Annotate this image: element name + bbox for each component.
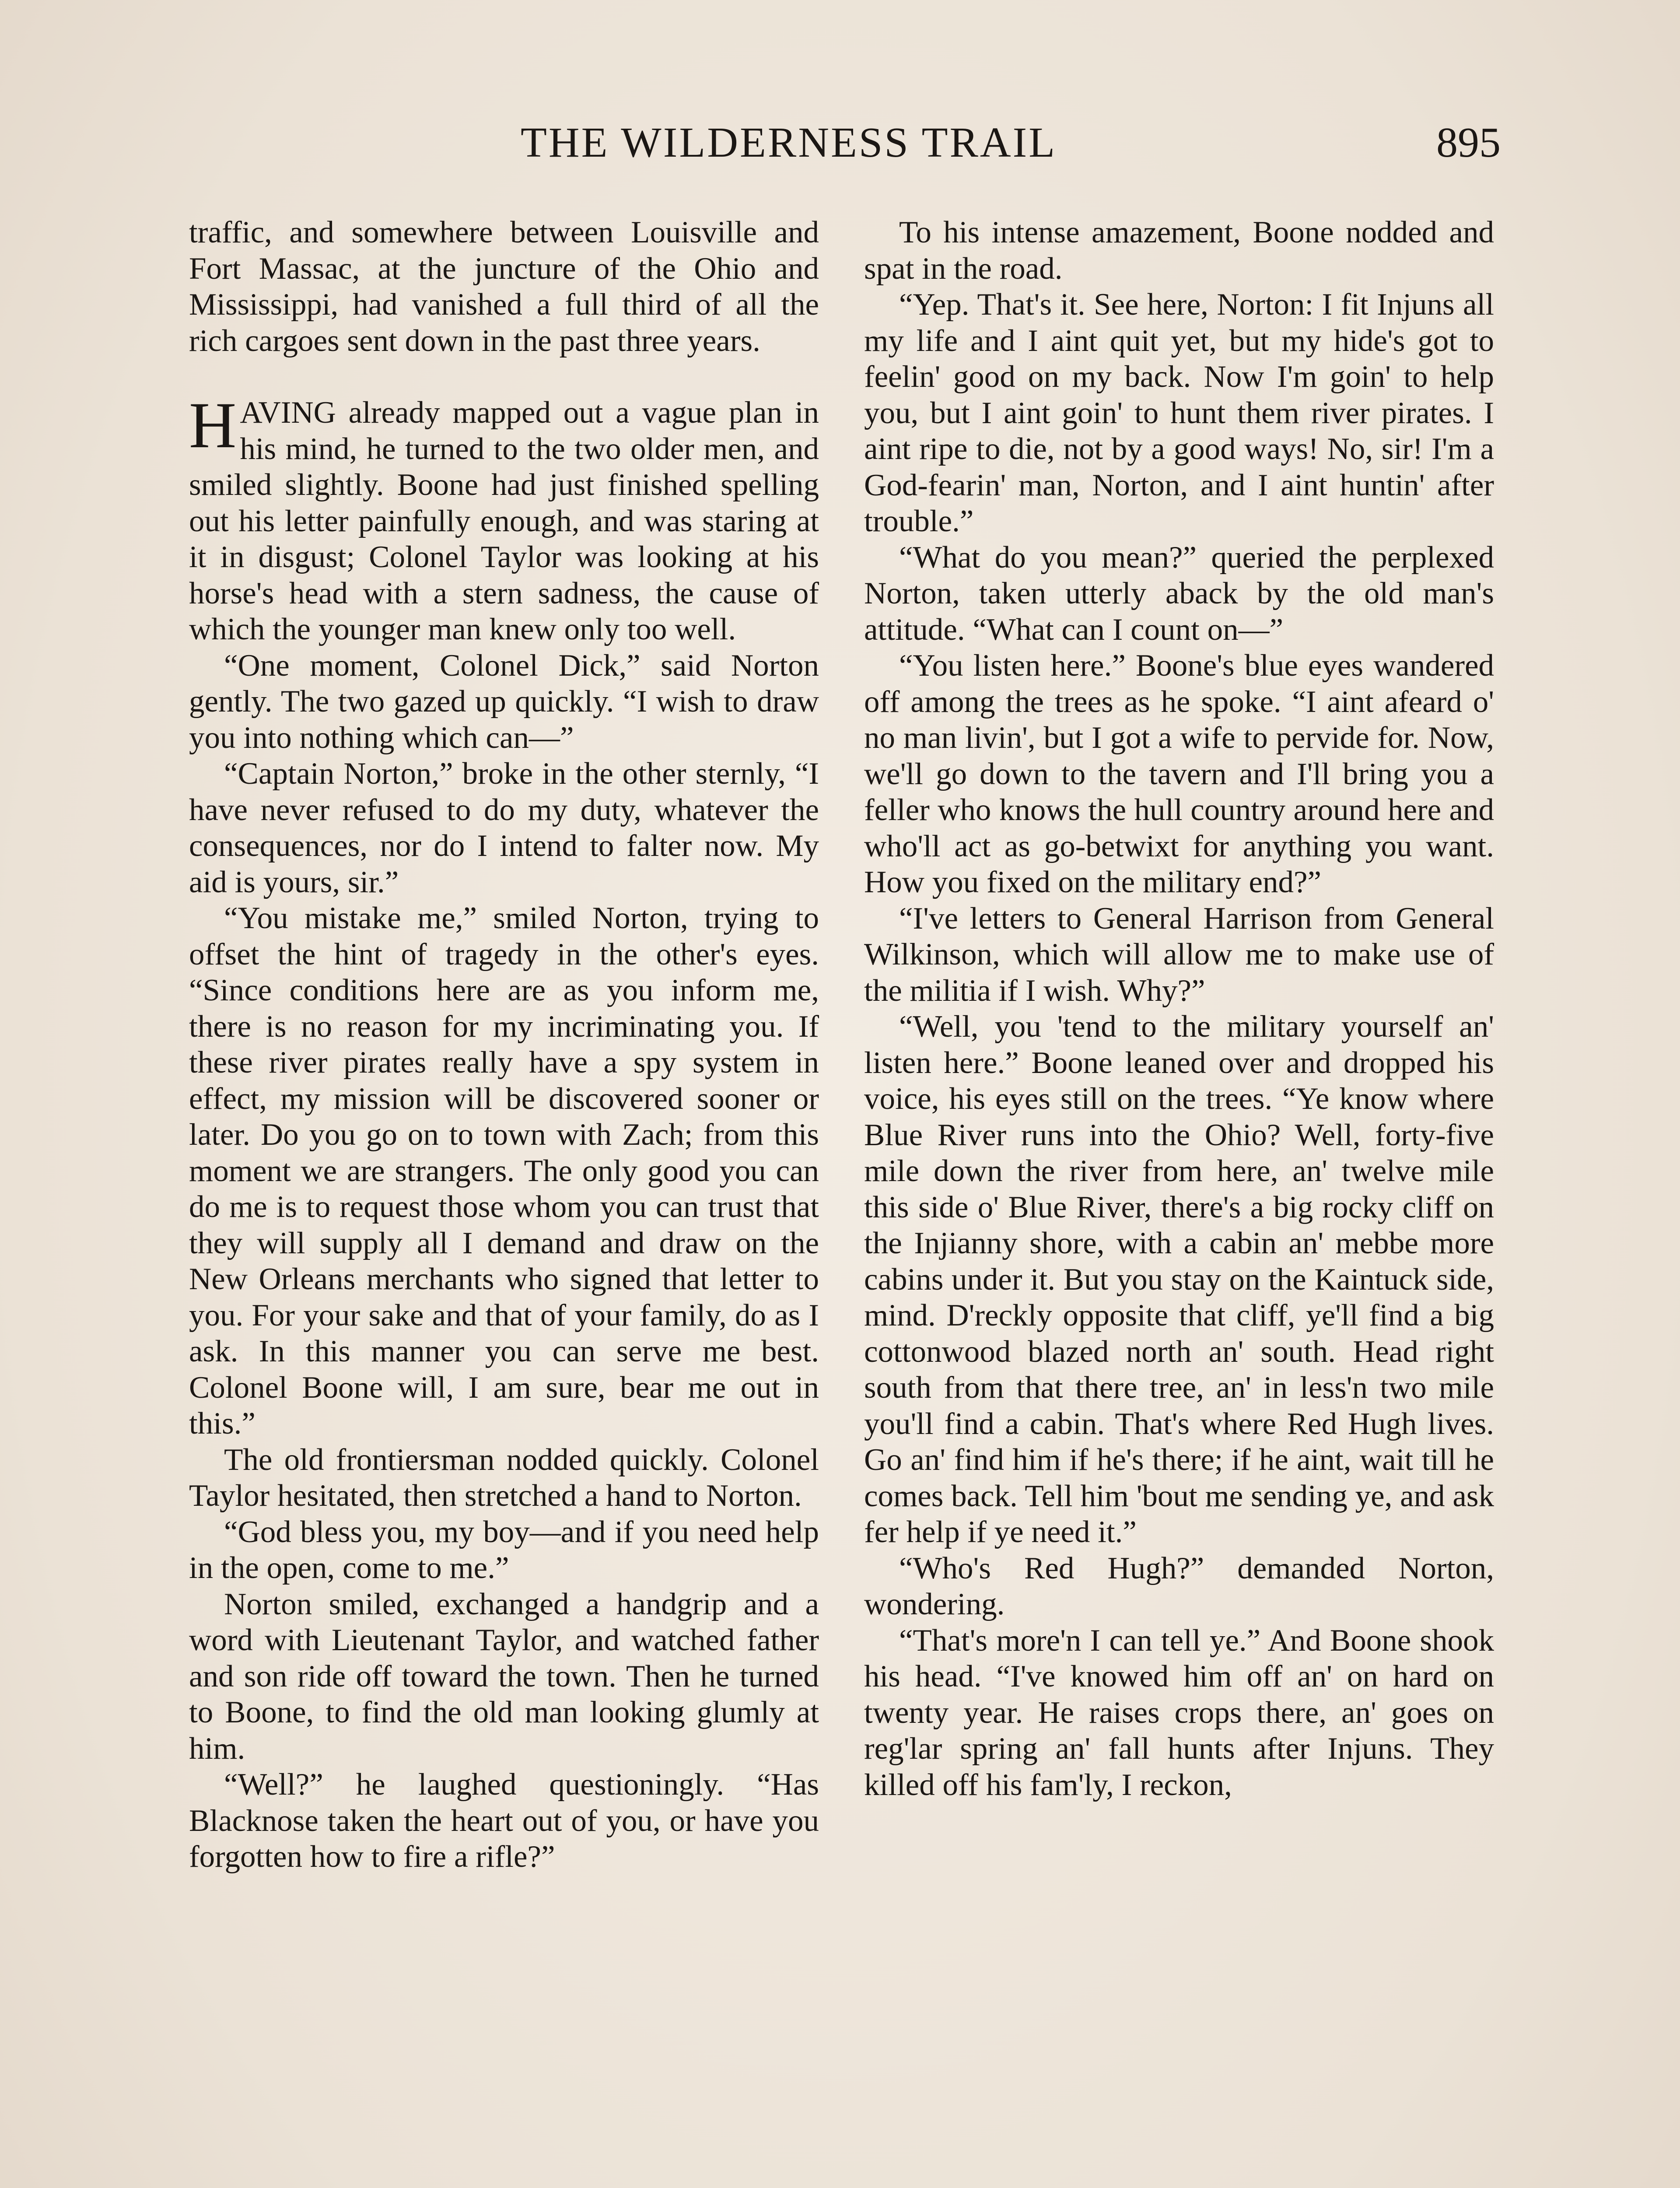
paragraph: “That's more'n I can tell ye.” And Boone shook his head. “I've knowed him off an' on hard on twenty year. He raises crops there, an' goes on reg'lar spring an' fall hunts after Injuns. They killed off his fam'ly, I reckon, bbox=[864, 1623, 1494, 1802]
paragraph: The old frontiersman nodded quickly. Colonel Taylor hesitated, then stretched a hand to Norton. bbox=[189, 1442, 819, 1513]
running-title: THE WILDERNESS TRAIL bbox=[521, 119, 1057, 166]
left-column bbox=[189, 214, 819, 1875]
drop-cap-paragraph bbox=[189, 389, 819, 648]
paragraph: To his intense amazement, Boone nodded and spat in the road. bbox=[864, 215, 1494, 286]
paragraph: traffic, and somewhere between Louisville and Fort Massac, at the juncture of the Ohio and Mississippi, had vanished a full third of all the rich cargoes sent down in the past three years. bbox=[189, 215, 819, 358]
paragraph: “I've letters to General Harrison from General Wilkinson, which will allow me to make use of the militia if I wish. Why?” bbox=[864, 901, 1494, 1008]
paragraph: “Who's Red Hugh?” demanded Norton, wondering. bbox=[864, 1551, 1494, 1621]
drop-cap: H bbox=[189, 389, 237, 462]
page-number: 895 bbox=[1436, 119, 1501, 166]
right-column bbox=[864, 214, 1494, 1803]
paragraph: “Captain Norton,” broke in the other sternly, “I have never refused to do my duty, whatever the consequences, nor do I intend to falter now. My aid is yours, sir.” bbox=[189, 757, 819, 899]
paragraph: “One moment, Colonel Dick,” said Norton gently. The two gazed up quickly. “I wish to draw you into nothing which can—” bbox=[189, 648, 819, 755]
paragraph: “You mistake me,” smiled Norton, trying to offset the hint of tragedy in the other's eyes. “Since conditions here are as you inform me, there is no reason for my incriminating you. If these river pirates really have a spy system in effect, my mission will be discovered sooner or later. Do you go on to town with Zach; from this moment we are strangers. The only good you can do me is to request those whom you can trust that they will supply all I demand and draw on the New Orleans merchants who signed that letter to you. For your sake and that of your family, do as I ask. In this manner you can serve me best. Colonel Boone will, I am sure, bear me out in this.” bbox=[189, 901, 819, 1441]
paragraph: “Well, you 'tend to the military yourself an' listen here.” Boone leaned over and dropped his voice, his eyes still on the trees. “Ye know where Blue River runs into the Ohio? Well, forty-five mile down the river from here, an' twelve mile this side o' Blue River, there's a big rocky cliff on the Injianny shore, with a cabin an' mebbe more cabins under it. But you stay on the Kaintuck side, mind. D'reckly opposite that cliff, ye'll find a big cottonwood blazed north an' south. Head right south from that there tree, an' in less'n two mile you'll find a cabin. That's where Red Hugh lives. Go an' find him if he's there; if he aint, wait till he comes back. Tell him 'bout me sending ye, and ask fer help if ye need it.” bbox=[864, 1010, 1494, 1549]
paragraph: Norton smiled, exchanged a handgrip and a word with Lieutenant Taylor, and watched father and son ride off toward the town. Then he turned to Boone, to find the old man looking glumly at him. bbox=[189, 1587, 819, 1766]
paragraph: “You listen here.” Boone's blue eyes wandered off among the trees as he spoke. “I aint afeard o' no man livin', but I got a wife to pervide for. Now, we'll go down to the tavern and I'll bring you a feller who knows the hull country around here and who'll act as go-betwixt for anything you want. How you fixed on the military end?” bbox=[864, 649, 1494, 899]
paragraph: “Well?” he laughed questioningly. “Has Blacknose taken the heart out of you, or have you forgotten how to fire a rifle?” bbox=[189, 1767, 819, 1874]
running-header bbox=[188, 118, 1501, 175]
paragraph: “What do you mean?” queried the perplexed Norton, taken utterly aback by the old man's attitude. “What can I count on—” bbox=[864, 540, 1494, 647]
drop-cap-paragraph-text: AVING already mapped out a vague plan in his mind, he turned to the two older men, and smiled slightly. Boone had just finished spelling out his letter painfully enough, and was staring at it in disgust; Colonel Taylor was looking at his horse's head with a stern sadness, the cause of which the younger man knew only too well. bbox=[189, 396, 819, 646]
paragraph: “Yep. That's it. See here, Norton: I fit Injuns all my life and I aint quit yet, but my hide's got to feelin' good on my back. Now I'm goin' to help you, but I aint goin' to hunt them river pirates. I aint ripe to die, not by a good ways! No, sir! I'm a God-fearin' man, Norton, and I aint huntin' after trouble.” bbox=[864, 288, 1494, 538]
paragraph: “God bless you, my boy—and if you need help in the open, come to me.” bbox=[189, 1515, 819, 1585]
